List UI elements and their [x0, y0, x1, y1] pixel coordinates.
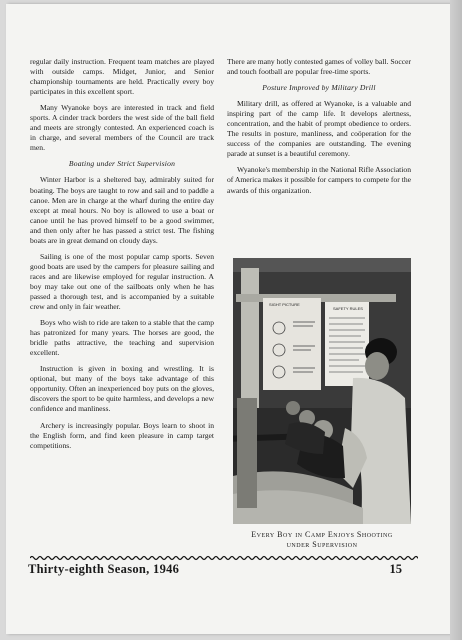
paragraph: Instruction is given in boxing and wrestling. It is optional, but many of the boys take advantage of this opportunity. Often an inexperienced boy puts on the gloves, discovers the sport to be quite harmless, and develops a new confidence and manliness. [30, 364, 214, 414]
section-heading: Boating under Strict Supervision [68, 159, 176, 169]
caption-line-1: Every Boy in Camp Enjoys Shooting [251, 530, 393, 539]
footer-season-title: Thirty-eighth Season, 1946 [28, 562, 180, 576]
photo-caption [227, 530, 417, 550]
shooting-photo [233, 258, 411, 524]
paragraph: Boys who wish to ride are taken to a stable that the camp has patronized for many years. The horses are good, the bridle paths attractive, the teaching and supervision excellent. [30, 318, 214, 358]
page-number: 15 [389, 562, 402, 576]
paragraph: Archery is increasingly popular. Boys learn to shoot in the English form, and find keen pleasure in camp target competitions. [30, 420, 214, 450]
right-column [227, 57, 411, 202]
poster-right-heading: SAFETY RULES [333, 306, 363, 311]
paragraph: Sailing is one of the most popular camp sports. Seven good boats are used by the campers for pleasure sailing and races and are likewise employed for regular instruction. A boy may take out one of the sailboats only when he has passed a thorough test, and is accompanied by a suitable crew and only in fair weather. [30, 251, 214, 312]
paragraph: Military drill, as offered at Wyanoke, is a valuable and inspiring part of the camp life. It develops alertness, concentration, and the habit of prompt obedience to orders. The results in posture, manliness, and coöperation for the success of the companies are outstanding. The evening parade at sunset is a beautiful ceremony. [227, 99, 411, 159]
paragraph: Many Wyanoke boys are interested in track and field sports. A cinder track borders the west side of the ball field and meets are strongly contested. An experienced coach is in charge, and several members of the Council are track men. [30, 103, 214, 153]
page-edge [450, 0, 462, 640]
section-heading: Posture Improved by Military Drill [262, 83, 376, 93]
left-column [30, 57, 214, 457]
poster-left-heading: SIGHT PICTURE [269, 302, 300, 307]
paragraph: There are many hotly contested games of volley ball. Soccer and touch football are popular free-time sports. [227, 57, 411, 77]
page [6, 4, 452, 634]
paragraph: Winter Harbor is a sheltered bay, admirably suited for boating. The boys are taught to row and sail and to paddle a canoe. Men are in charge at the wharf during the entire day except at meal hours. No boy is allowed to use a boat or canoe until he has proved himself to be a good swimmer, and then only after he has passed a strict test. The fishing boats are in great demand on cloudy days. [30, 175, 214, 245]
caption-line-2: under Supervision [286, 540, 358, 549]
paragraph: regular daily instruction. Frequent team matches are played with outside camps. Midget, Junior, and Senior championship tournaments are held. Practically every boy participates in this excellent sport. [30, 57, 214, 97]
photo-illustration [233, 258, 411, 524]
decorative-wavy-rule [30, 555, 418, 561]
paragraph: Wyanoke's membership in the National Rifle Association of America makes it possible for campers to compete for the awards of this organization. [227, 165, 411, 195]
